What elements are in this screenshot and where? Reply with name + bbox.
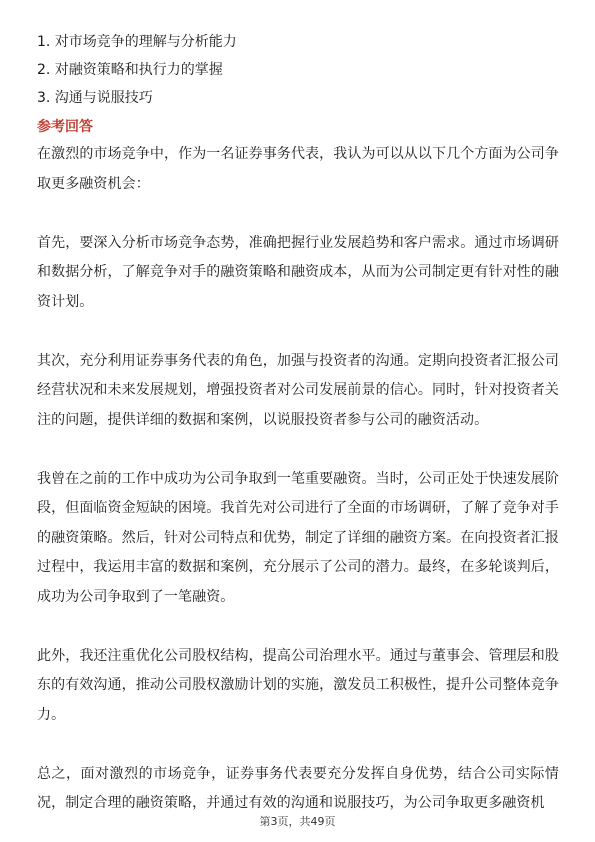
paragraph-intro: 在激烈的市场竞争中，作为一名证券事务代表，我认为可以从以下几个方面为公司争取更多融资机会： xyxy=(37,146,559,192)
document-content xyxy=(37,28,559,819)
paragraph-conclusion: 总之，面对激烈的市场竞争，证券事务代表要充分发挥自身优势，结合公司实际情况，制定合理的融资策略，并通过有效的沟通和说服技巧，为公司争取更多融资机 xyxy=(37,765,559,811)
paragraph-second: 其次，充分利用证券事务代表的角色，加强与投资者的沟通。定期向投资者汇报公司经营状况和未来发展规划，增强投资者对公司发展前景的信心。同时，针对投资者关注的问题，提供详细的数据和案例，以说服投资者参与公司的融资活动。 xyxy=(37,352,559,428)
list-item-1: 1. 对市场竞争的理解与分析能力 xyxy=(37,34,237,50)
paragraph-example: 我曾在之前的工作中成功为公司争取到一笔重要融资。当时，公司正处于快速发展阶段，但面临资金短缺的困境。我首先对公司进行了全面的市场调研，了解了竞争对手的融资策略。然后，针对公司特点和优势，制定了详细的融资方案。在向投资者汇报过程中，我运用丰富的数据和案例，充分展示了公司的潜力。最终，在多轮谈判后，成功为公司争取到了一笔融资。 xyxy=(37,470,559,605)
page-footer xyxy=(0,815,595,829)
paragraph-first: 首先，要深入分析市场竞争态势，准确把握行业发展趋势和客户需求。通过市场调研和数据分析，了解竞争对手的融资策略和融资成本，从而为公司制定更有针对性的融资计划。 xyxy=(37,234,559,310)
list-item-2: 2. 对融资策略和执行力的掌握 xyxy=(37,62,223,78)
page-number: 第3页，共49页 xyxy=(259,815,336,828)
paragraph-additional: 此外，我还注重优化公司股权结构，提高公司治理水平。通过与董事会、管理层和股东的有效沟通，推动公司股权激励计划的实施，激发员工积极性，提升公司整体竞争力。 xyxy=(37,647,559,723)
list-item-3: 3. 沟通与说服技巧 xyxy=(37,90,153,106)
answer-heading: 参考回答 xyxy=(37,119,93,135)
